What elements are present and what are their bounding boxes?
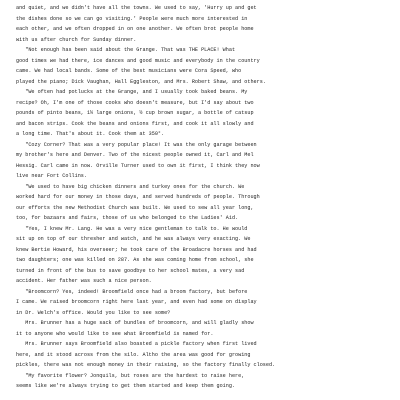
text-line: each other, and we often dropped in on one another. We often brot people home xyxy=(16,26,254,32)
text-line: "We often had potlucks at the Grange, and I usually took baked beans. My xyxy=(16,89,248,95)
text-line: it to anyone who would like to see what Broomfield is named for. xyxy=(16,330,214,337)
text-line: "We used to have big chicken dinners and turkey ones for the church. We xyxy=(16,183,245,190)
text-line: live near Fort Collins. xyxy=(16,173,87,179)
text-line: sit up on top of our thresher and watch, and he was always very exacting. We xyxy=(16,236,251,242)
text-line: accident. Her father was such a nice person. xyxy=(16,278,152,284)
text-line: "Not enough has been said about the Grange. That was THE PLACE! What xyxy=(16,47,236,53)
text-line: Mrs. Brunner says Broomfield also boasted a pickle factory when first lived xyxy=(16,341,257,347)
text-line: came. We had local bands. Some of the best musicians were Cora Speed, who xyxy=(16,68,242,74)
text-line: our efforts the new Methodist Church was built. We used to sew all year long, xyxy=(16,204,254,211)
text-line: a long time. That's about it. Cook them at 350°. xyxy=(16,131,165,137)
text-line: "Yes, I knew Mr. Lang. He was a very nice gentleman to talk to. He would xyxy=(16,225,248,232)
text-line: good times we had there, ice dances and good music and everybody in the country xyxy=(16,57,260,64)
document-body xyxy=(16,3,390,392)
text-line: Mrs. Brunner has a huge sack of bundles of broomcorn, and will gladly show xyxy=(16,320,254,326)
text-line: pickles, there was not enough money in their raising, so the factory finally closed. xyxy=(16,362,276,368)
text-line: pounds of pinto beans, 1½ large onions, ½ cup brown sugar, a bottle of catsup xyxy=(16,110,254,116)
text-line: played the piano; Dick Vaughan, Hall Eggleston, and Mrs. Robert Shaw, and others. xyxy=(16,78,266,85)
text-line: recipe? Oh, I'm one of those cooks who doesn't measure, but I'd say about two xyxy=(16,99,254,106)
text-line: with us after church for Sunday dinner. xyxy=(16,36,137,43)
text-line: and quiet, and we didn't have all the towns. We used to say, 'Hurry up and get xyxy=(16,5,257,11)
text-line: I came. We raised broomcorn right here last year, and even had some on display xyxy=(16,299,257,305)
text-line: worked hard for our money in those days, and served hundreds of people. Through xyxy=(16,194,260,200)
text-line: "Cozy Corner? That was a very popular place! It was the only garage between xyxy=(16,141,257,148)
text-line: too, for bazaars and fairs, those of us who belonged to the Ladies' Aid. xyxy=(16,215,239,221)
text-line: knew Bertie Howard, his overseer; he took care of the Broadacre horses and had xyxy=(16,246,257,253)
text-line: "My favorite flower? Jonquils, but roses are the hardest to raise here, xyxy=(16,372,245,379)
text-line: here, and it stood across from the silo. Altho the area was good for growing xyxy=(16,351,251,358)
text-line: seems like we're always trying to get them started and keep them going. xyxy=(16,383,236,389)
text-line: in Dr. Welch's office. Would you like to see some? xyxy=(16,309,171,316)
text-line: turned in front of the bus to save goodbye to her school mates, a very sad xyxy=(16,267,245,274)
text-line: "Broomcorn? Yes, indeed! Broomfield once had a broom factory, but before xyxy=(16,288,248,295)
text-line: and bacon strips. Cook the beans and onions first, and cook it all slowly and xyxy=(16,120,254,127)
text-line: my brother's here and Denver. Two of the nicest people owned it, Carl and Mel xyxy=(16,152,254,158)
text-line: Hessig. Carl came in now. Orville Turner used to own it first, I think they now xyxy=(16,162,260,169)
text-line: two daughters; one was killed on 287. As she was coming home from school, she xyxy=(16,257,254,263)
text-line: the dishes done so we can go visiting.' People were much more interested in xyxy=(16,15,248,22)
